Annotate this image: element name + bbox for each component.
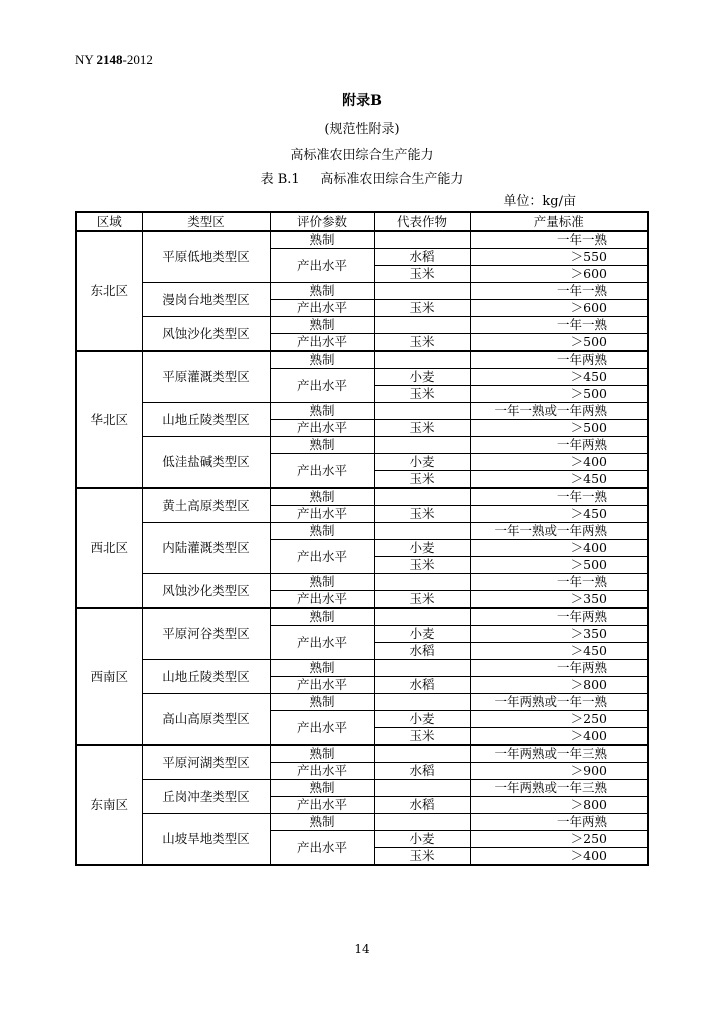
- param-cell: 产出水平: [270, 763, 374, 780]
- type-zone-cell: 平原河湖类型区: [142, 745, 270, 780]
- type-zone-cell: 漫岗台地类型区: [142, 283, 270, 317]
- yield-standard-cell: ＞250: [470, 831, 648, 848]
- yield-standard-cell: ＞900: [470, 763, 648, 780]
- param-cell: 熟制: [270, 608, 374, 626]
- yield-standard-cell: ＞450: [470, 506, 648, 523]
- yield-standard-cell: ＞500: [470, 386, 648, 403]
- yield-standard-cell: ＞400: [470, 454, 648, 471]
- table-row: [76, 351, 648, 369]
- yield-standard-cell: ＞250: [470, 711, 648, 728]
- crop-cell: [374, 660, 470, 677]
- param-cell: 熟制: [270, 437, 374, 454]
- yield-standard-cell: ＞450: [470, 369, 648, 386]
- yield-standard-cell: 一年两熟: [470, 660, 648, 677]
- crop-cell: [374, 814, 470, 831]
- yield-standard-cell: 一年两熟或一年三熟: [470, 780, 648, 797]
- region-cell: 华北区: [76, 351, 142, 488]
- crop-cell: [374, 694, 470, 711]
- param-cell: 产出水平: [270, 540, 374, 574]
- crop-cell: 小麦: [374, 626, 470, 643]
- region-cell: 西南区: [76, 608, 142, 745]
- page-number: 14: [354, 942, 370, 956]
- param-cell: 熟制: [270, 231, 374, 249]
- crop-cell: [374, 488, 470, 506]
- crop-cell: 小麦: [374, 369, 470, 386]
- param-cell: 产出水平: [270, 506, 374, 523]
- type-zone-cell: 山坡旱地类型区: [142, 814, 270, 866]
- yield-standard-cell: ＞350: [470, 591, 648, 609]
- type-zone-cell: 黄土高原类型区: [142, 488, 270, 523]
- crop-cell: [374, 523, 470, 540]
- crop-cell: [374, 317, 470, 334]
- appendix-title: 附录B: [342, 93, 382, 109]
- param-cell: 产出水平: [270, 677, 374, 694]
- yield-standard-cell: 一年一熟: [470, 574, 648, 591]
- crop-cell: [374, 745, 470, 763]
- table-row: [76, 403, 648, 420]
- type-zone-cell: 平原河谷类型区: [142, 608, 270, 660]
- param-cell: 熟制: [270, 317, 374, 334]
- table-row: [76, 523, 648, 540]
- crop-cell: 玉米: [374, 557, 470, 574]
- column-header: 产量标准: [470, 212, 648, 231]
- capacity-table: [75, 211, 649, 866]
- table-row: [76, 745, 648, 763]
- param-cell: 产出水平: [270, 626, 374, 660]
- param-cell: 产出水平: [270, 369, 374, 403]
- crop-cell: [374, 608, 470, 626]
- crop-cell: [374, 403, 470, 420]
- yield-standard-cell: 一年两熟或一年三熟: [470, 745, 648, 763]
- yield-standard-cell: ＞450: [470, 471, 648, 489]
- crop-cell: 玉米: [374, 386, 470, 403]
- crop-cell: 玉米: [374, 334, 470, 352]
- yield-standard-cell: ＞400: [470, 540, 648, 557]
- type-zone-cell: 风蚀沙化类型区: [142, 317, 270, 352]
- type-zone-cell: 高山高原类型区: [142, 694, 270, 746]
- param-cell: 熟制: [270, 283, 374, 300]
- param-cell: 产出水平: [270, 334, 374, 352]
- column-header: 类型区: [142, 212, 270, 231]
- crop-cell: 小麦: [374, 540, 470, 557]
- type-zone-cell: 丘岗冲垄类型区: [142, 780, 270, 814]
- appendix-type: (规范性附录): [324, 122, 400, 137]
- yield-standard-cell: 一年一熟或一年两熟: [470, 403, 648, 420]
- table-caption: 表 B.1 高标准农田综合生产能力: [260, 172, 464, 187]
- param-cell: 产出水平: [270, 249, 374, 283]
- crop-cell: 小麦: [374, 831, 470, 848]
- yield-standard-cell: 一年一熟: [470, 231, 648, 249]
- crop-cell: [374, 437, 470, 454]
- crop-cell: 小麦: [374, 711, 470, 728]
- yield-standard-cell: ＞500: [470, 334, 648, 352]
- crop-cell: 小麦: [374, 454, 470, 471]
- column-header: 评价参数: [270, 212, 374, 231]
- yield-standard-cell: 一年一熟: [470, 317, 648, 334]
- table-row: [76, 574, 648, 591]
- yield-standard-cell: 一年两熟: [470, 437, 648, 454]
- yield-standard-cell: 一年两熟: [470, 351, 648, 369]
- crop-cell: 玉米: [374, 471, 470, 489]
- table-row: [76, 283, 648, 300]
- param-cell: 产出水平: [270, 454, 374, 489]
- param-cell: 熟制: [270, 660, 374, 677]
- yield-standard-cell: ＞500: [470, 557, 648, 574]
- region-cell: 东北区: [76, 231, 142, 351]
- crop-cell: 水稻: [374, 249, 470, 266]
- crop-cell: [374, 283, 470, 300]
- param-cell: 产出水平: [270, 300, 374, 317]
- yield-standard-cell: ＞600: [470, 266, 648, 283]
- table-row: [76, 488, 648, 506]
- appendix-name: 高标准农田综合生产能力: [290, 148, 434, 163]
- param-cell: 产出水平: [270, 711, 374, 746]
- type-zone-cell: 内陆灌溉类型区: [142, 523, 270, 574]
- param-cell: 熟制: [270, 574, 374, 591]
- param-cell: 熟制: [270, 351, 374, 369]
- param-cell: 熟制: [270, 694, 374, 711]
- crop-cell: 玉米: [374, 266, 470, 283]
- param-cell: 熟制: [270, 745, 374, 763]
- yield-standard-cell: 一年两熟: [470, 608, 648, 626]
- crop-cell: [374, 351, 470, 369]
- column-header: 代表作物: [374, 212, 470, 231]
- type-zone-cell: 平原低地类型区: [142, 231, 270, 283]
- yield-standard-cell: ＞800: [470, 797, 648, 814]
- crop-cell: 玉米: [374, 420, 470, 437]
- yield-standard-cell: ＞400: [470, 728, 648, 746]
- type-zone-cell: 平原灌溉类型区: [142, 351, 270, 403]
- yield-standard-cell: ＞400: [470, 848, 648, 866]
- crop-cell: 玉米: [374, 848, 470, 866]
- type-zone-cell: 山地丘陵类型区: [142, 403, 270, 437]
- yield-standard-cell: 一年一熟: [470, 283, 648, 300]
- crop-cell: 玉米: [374, 591, 470, 609]
- param-cell: 产出水平: [270, 420, 374, 437]
- yield-standard-cell: ＞550: [470, 249, 648, 266]
- table-row: [76, 694, 648, 711]
- param-cell: 熟制: [270, 523, 374, 540]
- table-row: [76, 608, 648, 626]
- param-cell: 产出水平: [270, 591, 374, 609]
- crop-cell: [374, 231, 470, 249]
- crop-cell: 玉米: [374, 300, 470, 317]
- table-row: [76, 317, 648, 334]
- region-cell: 西北区: [76, 488, 142, 608]
- table-row: [76, 437, 648, 454]
- yield-standard-cell: 一年两熟或一年一熟: [470, 694, 648, 711]
- crop-cell: [374, 574, 470, 591]
- yield-standard-cell: ＞800: [470, 677, 648, 694]
- table-row: [76, 814, 648, 831]
- yield-standard-cell: 一年一熟或一年两熟: [470, 523, 648, 540]
- crop-cell: 玉米: [374, 506, 470, 523]
- param-cell: 产出水平: [270, 797, 374, 814]
- type-zone-cell: 风蚀沙化类型区: [142, 574, 270, 609]
- param-cell: 熟制: [270, 403, 374, 420]
- crop-cell: [374, 780, 470, 797]
- yield-standard-cell: 一年两熟: [470, 814, 648, 831]
- table-row: [76, 780, 648, 797]
- type-zone-cell: 低洼盐碱类型区: [142, 437, 270, 489]
- crop-cell: 水稻: [374, 677, 470, 694]
- table-row: [76, 660, 648, 677]
- crop-cell: 水稻: [374, 763, 470, 780]
- type-zone-cell: 山地丘陵类型区: [142, 660, 270, 694]
- crop-cell: 玉米: [374, 728, 470, 746]
- unit-label: 单位：kg/亩: [503, 194, 576, 209]
- param-cell: 产出水平: [270, 831, 374, 866]
- yield-standard-cell: ＞350: [470, 626, 648, 643]
- table-header-row: [76, 212, 648, 231]
- column-header: 区域: [76, 212, 142, 231]
- yield-standard-cell: ＞500: [470, 420, 648, 437]
- param-cell: 熟制: [270, 488, 374, 506]
- yield-standard-cell: 一年一熟: [470, 488, 648, 506]
- yield-standard-cell: ＞600: [470, 300, 648, 317]
- yield-standard-cell: ＞450: [470, 643, 648, 660]
- region-cell: 东南区: [76, 745, 142, 865]
- crop-cell: 水稻: [374, 797, 470, 814]
- table-row: [76, 231, 648, 249]
- standard-number: NY 2148-2012: [75, 52, 153, 67]
- param-cell: 熟制: [270, 814, 374, 831]
- param-cell: 熟制: [270, 780, 374, 797]
- crop-cell: 水稻: [374, 643, 470, 660]
